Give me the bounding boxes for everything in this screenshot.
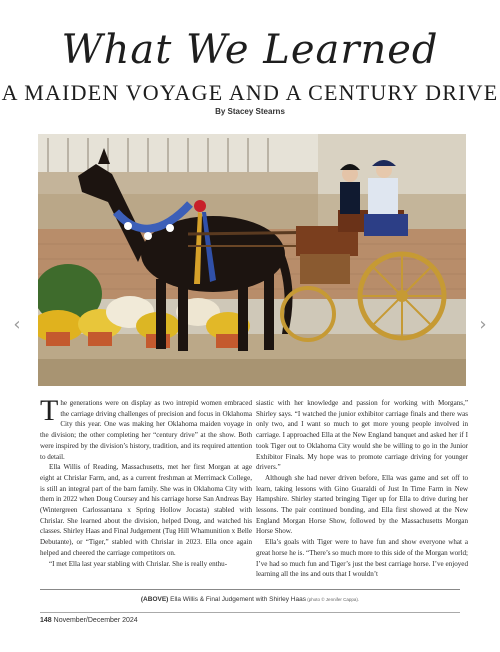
chevron-left-icon[interactable]: ‹ — [13, 314, 21, 335]
paragraph: Ella Willis of Reading, Massachusetts, met her first Morgan at age eight at Chrislar Farm, and, as a current freshman at Merrimack College, is still an integral part of the barn family. She was in Oklahoma City with them in 2022 when Doug Coursey and his carriage horse San Andreas Bay (Wintergreen Carlossantana x Spring Hollow Jocasta) stabled with Chrislar. She learned about the division, helped Doug, and watched his classes. Shirley Haas and Final Judgement (Tug Hill Whamunition x Belle Debutante), or “Tiger,” stabled with Chrislar in 2023. Ella once again helped and cheered the carriage competitors on. — [40, 463, 252, 557]
paragraph: he generations were on display as two intrepid women embraced the carriage driving challenges of precision and focus in Oklahoma City this year. One was making her Oklahoma maiden voyage in the division; the other completing her “century drive” at the show. Both were inspired by the division’s history, tradition, and its required attention to detail. — [40, 399, 252, 461]
section-title: What We Learned — [61, 27, 439, 73]
chevron-right-icon[interactable]: › — [479, 314, 487, 335]
body-column-right — [256, 398, 468, 580]
article-headline: A MAIDEN VOYAGE AND A CENTURY DRIVE — [1, 80, 499, 105]
photo-caption — [40, 596, 460, 603]
paragraph: Although she had never driven before, Ella was game and set off to learn, taking lessons with Gino Guaraldi of Just In Time Farm in New Hampshire. Shirley started bringing Tiger up for Ella to drive during her lessons. The pair continued bonding, and Ella first showed at the New England Morgan Horse Show, followed by the Massachusetts Morgan Horse Show. — [256, 473, 468, 536]
paragraph: “I met Ella last year stabling with Chrislar. She is really enthu- — [49, 559, 228, 568]
page-number: 148 — [40, 617, 52, 624]
paragraph: Ella’s goals with Tiger were to have fun and show everyone what a great horse he is. “There’s so much more to this side of the Morgan world; I’ve had so much fun and Tiger’s just the best carriage horse. I’ve enjoyed learning all the ins and outs that I wouldn’t — [256, 538, 468, 579]
caption-divider — [40, 589, 460, 590]
footer-divider — [40, 612, 460, 613]
photo-credit: (photo © Jennifer Cappa). — [305, 597, 360, 602]
body-column-left — [40, 394, 252, 569]
byline: By Stacey Stearns — [215, 107, 285, 116]
caption-lead: (ABOVE) — [140, 596, 169, 603]
paragraph: siastic with her knowledge and passion for working with Morgans,” Shirley says. “I watched the junior exhibitor carriage finals and there was only two, and I want so much to get more young people involved in carriage. I approached Ella at the New England banquet and asked her if I took Tiger out to Oklahoma City would she be willing to go in the Junior Exhibitor Finals. My hope was to promote carriage driving for younger drivers.” — [256, 399, 468, 472]
horse-and-carriage-photo — [38, 134, 466, 386]
page-footer — [40, 617, 138, 624]
caption-text: Ella Willis & Final Judgement with Shirley Haas — [168, 596, 306, 603]
drop-cap: T — [40, 394, 59, 427]
issue-date: November/December 2024 — [51, 617, 138, 624]
